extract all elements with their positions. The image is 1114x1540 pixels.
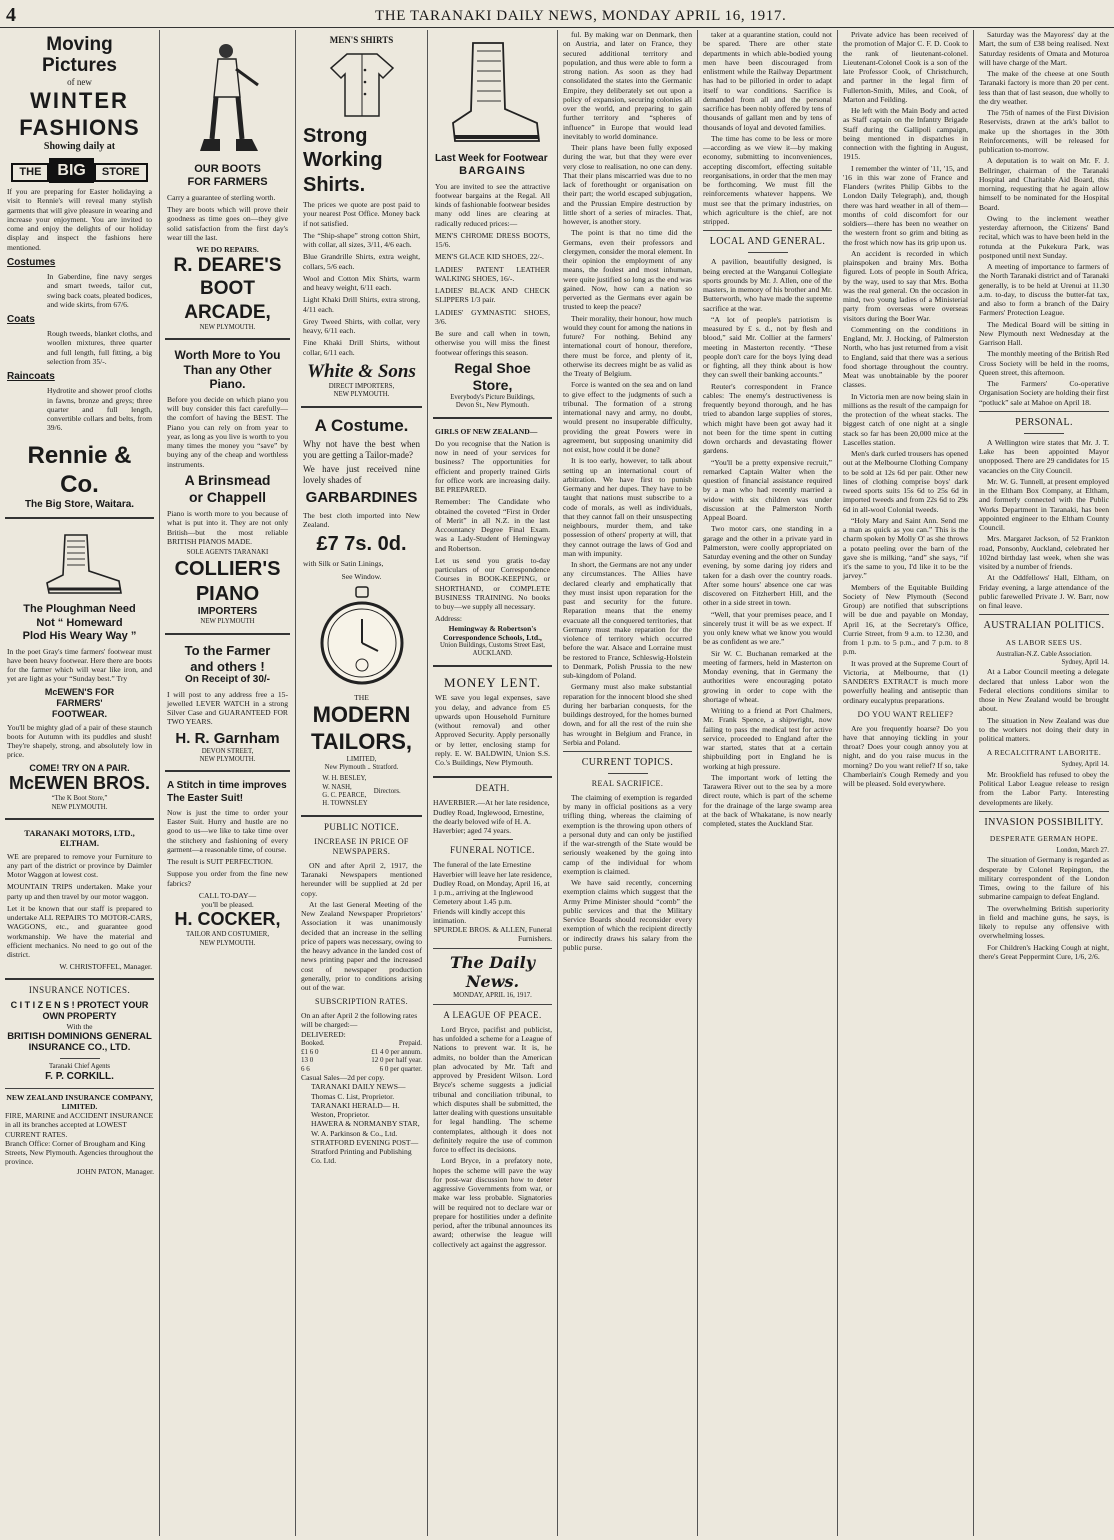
divider (5, 1088, 154, 1089)
article-paragraph: Lord Bryce, pacifist and publicist, has unfolded a scheme for a League of Nations to prevent war. It is, he admits, no bolder than the American plan advocated by Mr. Taft and approved by President Wilson. Lord Bryce's scheme suggests a judicial tribunal and conciliation tribunal, to which disputes shall be submitted, the latter dealing with questions unsuitable for legal handling. The scheme contemplates, although it does not definitely require the use of common force to effect its decisions. (433, 1024, 552, 1155)
news-item: Owing to the inclement weather yesterday afternoon, the Citizens' Band recital, which was to have been held in the rotunda at the Pukekura Park, was postponed until next Sunday. (979, 213, 1109, 260)
ad-brand: Regal Shoe Store, (454, 359, 531, 393)
ad-heading: Strong (303, 124, 368, 147)
ad-body: with Silk or Satin Linings, (303, 559, 384, 569)
ad-body: They are boots which will prove their goodness as time goes on—they give solid satisfaction from the first day's wear till the last. (167, 205, 288, 242)
newspaper-listing: STRATFORD EVENING POST— Stratford Printing and Publishing Co. Ltd. (311, 1137, 419, 1166)
ad-item: MEN'S CHROME DRESS BOOTS, 15/6. (435, 230, 550, 250)
divider (60, 1058, 100, 1059)
divider (703, 230, 832, 231)
divider (563, 751, 692, 752)
ad-item: Wool and Cotton Mix Shirts, warm and heavy weight, 6/11 each. (303, 273, 420, 293)
news-item: Mrs. Margaret Jackson, of 52 Frankton road, Ponsonby, Auckland, celebrated her 102nd birthday last week, when she was visited by a number of friends. (979, 534, 1109, 572)
rate-value: 6 6 (301, 1064, 310, 1073)
news-item: The 75th of names of the First Division Reservists, drawn at the ark's ballot to make up the shortages in the 30th Reinforcements, will be released for publication to-morrow. (979, 108, 1109, 154)
news-item: An accident is recorded in which plainspoken and brainy Mrs. Botha figured. Lots of people in South Africa, by the way, used to say that Mrs. Botha was the real general. On the occasion in mind, two young ladies of a Ministerial party from overseas were overseas visitors during the Boer War. (843, 248, 968, 323)
divider (1024, 433, 1064, 434)
ad-item: MEN'S GLACE KID SHOES, 22/-. (435, 252, 544, 262)
ad-heading: NEW ZEALAND INSURANCE COMPANY, LIMITED. (6, 1092, 153, 1111)
news-item: “You'll be a pretty expensive recruit,” remarked Captain Walter when the question of financial assistance required by a man who had recently married a widow with six children was under discussion at the Palmerston North Appeal Board. (703, 457, 832, 523)
ad-body: If you are preparing for Easter holidaying a visit to Rennie's will reveal many stylish garments that will give pleasure in wearing and increase your enjoyment. You are invited to come and enjoy the delights of our holiday display and inspect the fashions here mentioned. (7, 187, 152, 252)
ad-heading: A Stitch in time improves (167, 780, 287, 792)
ad-body: Why not have the best when you are getting a Tailor-made? (303, 439, 420, 461)
ad-subheading: LIMITED, (346, 755, 377, 763)
rates-col: Prepaid. (398, 1038, 422, 1047)
ad-body: Do you recognise that the Nation is now in need of your services for business? The opportunities for efficient and properly trained Girls for office work are increasing daily. BE PREPARED. (435, 438, 550, 495)
ad-subheading: Union Buildings, Customs Street East, AUCKLAND. (440, 642, 545, 658)
ad-brand: McEWEN BROS. (8, 773, 150, 794)
article-paragraph: The point is that no time did the Germans, even their professors and clergymen, consider the moral element. In their opinion the employment of any means, the foulest and most inhuman, were quite justified so long as the end was gained. Now, how can a nation so perverted as the Germans ever again be trusted to keep the peace? (563, 228, 692, 312)
ad-heading: A Brinsmead (184, 471, 271, 488)
ad-heading: Not “ Homeward (36, 616, 123, 629)
notice-body: The funeral of the late Ernestine Haverbier will leave her late residence, Dudley Road, on Monday, April 16, at 1 p.m., arriving at the Inglewood Cemetery about 1.45 p.m. (433, 860, 552, 907)
ad-brand: TAILORS, (310, 729, 413, 754)
notice-body: Friends will kindly accept this intimation. (433, 906, 525, 925)
column-7 (838, 30, 974, 1536)
ad-item: Light Khaki Drill Shirts, extra strong, 4/11 each. (303, 295, 420, 314)
article-paragraph: Force is wanted on the sea and on land to give effect to the judgments of such a tribunal. The formation of a strong international navy and army, no doubt, would present no insuperable difficulty, providing the great Powers were in agreement, but supposing unanimity did not exist, how could it be done? (563, 380, 692, 454)
boot-illustration (443, 39, 543, 149)
newspaper-title: THE TARANAKI DAILY NEWS, MONDAY APRIL 16, 1917. (375, 8, 787, 24)
label-part: THE (11, 163, 49, 182)
ad-call-to-action: COME! TRY ON A PAIR. (29, 762, 130, 773)
notice-signature: SPURDLE BROS. & ALLEN, Funeral Furnishers. (433, 925, 552, 944)
director-name: W. H. BESLEY, (322, 775, 367, 783)
ad-body: The result is SUIT PERFECTION. (167, 857, 273, 867)
ad-body: Hydrotite and shower proof cloths in fawns, bronze and greys; three quarter and full length, convertible collars and belts, from 39/6. (47, 386, 152, 433)
death-notice (433, 783, 552, 840)
ad-brand: Rennie & Co. (27, 441, 132, 498)
news-item: The important work of letting the Tarawera River out to the sea by a more direct route, which is part of the scheme for the drainage of the large swamp area at the back of Whakatane, is now nearly completed, states the Auckland Star. (703, 772, 832, 829)
article-paragraph: We have said recently, concerning exemption claims which suggest that the Army Prime Minister should “comb” the public services and that the Military Service Boards should reconsider every exemption of which the recipient directly or indirectly draws his salary from the public purse. (563, 878, 692, 952)
ad-body: Suppose you order from the fine new fabrics? (167, 869, 288, 888)
rates-row (301, 1065, 422, 1074)
ad-brand: White & Sons (307, 360, 416, 382)
ad-body: Carry a guarantee of sterling worth. (167, 192, 276, 202)
ad-brand: R. DEARE'S (173, 255, 282, 277)
ad-body: Address: (435, 614, 462, 624)
article-headline: DESPERATE GERMAN HOPE. (989, 833, 1099, 843)
ad-heading: GIRLS OF NEW ZEALAND— (435, 426, 538, 436)
shirt-illustration (327, 50, 397, 120)
ad-brand: Hemingway & Robertson's Correspondence Schools, Ltd., (443, 623, 542, 642)
article-paragraph: The claiming of exemption is regarded by many in official positions as a very trifling thing, whereas the claiming of exemption is the throwing upon others of a personal duty and can only be justified if the war-strength of the State would be seriously weakened by the going into camp of the individual for whom exemption is claimed. (563, 792, 692, 876)
public-notice (301, 822, 422, 1166)
ad-brand: THE (354, 692, 369, 702)
divider (433, 948, 552, 949)
directors-list (303, 775, 420, 808)
news-item: A Wellington wire states that Mr. J. T. Lake has been appointed Mayor unopposed. There are 29 candidates for 15 vacancies on the City Council. (979, 437, 1109, 475)
column-3 (296, 30, 428, 1536)
news-item: Mr. W. G. Tunnell, at present employed in the Eltham Box Company, at Eltham, and formerly connected with the Public Works Department in Taranaki, has been appointed engineer to the Eltham County Council. (979, 476, 1109, 533)
article-paragraph: In short, the Germans are not any under any circumstances. The Allies have declared clearly and emphatically that they must insist upon reparation for the past and security for the future. Reparation means that the enemy evacuate all the conquered territories, that Germany must make reparation for the violence of territory which occurred before the war. Alsace and Lorraine must be restored to France, Schleswig-Holstein to Denmark, Polish Prussia to the new sub-kingdom of Poland. (563, 560, 692, 680)
rates-row (301, 1056, 422, 1065)
ad-body: You'll be mighty glad of a pair of these staunch boots for Autumn with its puddles and slush! They're shapely, strong, and absolutely low in price. (7, 722, 152, 760)
masthead (0, 0, 1114, 28)
mcewen-ad (5, 522, 154, 820)
ad-item: Fine Khaki Drill Shirts, without collar, 6/11 each. (303, 338, 420, 357)
section-heading: PERSONAL. (1015, 416, 1073, 428)
news-item: It was proved at the Supreme Court of Victoria, at Melbourne, that (1) SANDER'S EXTRACT is much more powerfully healing and antiseptic than ordinary eucalyptus preparations. (843, 658, 968, 705)
ad-heading: C I T I Z E N S ! PROTECT YOUR OWN PROPERTY (10, 999, 149, 1021)
column-4 (428, 30, 558, 1536)
section-heading: INSURANCE NOTICES. (28, 984, 131, 995)
section-heading: CURRENT TOPICS. (581, 757, 674, 768)
ad-brand: F. P. CORKILL. (45, 1071, 114, 1083)
rate-value: 13 0 (301, 1056, 314, 1065)
ad-body: Remember: The Candidate who obtained the coveted “First in Order of Merit” in all N.Z. in the last Accountancy Degree Final Exam. was a Lady-Student of Hemingway and Robertson. (435, 497, 550, 553)
ad-heading: Plod His Weary Way ” (22, 630, 137, 643)
ad-body: See Window. (341, 571, 382, 581)
ad-heading: MONEY LENT. (444, 674, 541, 690)
ad-body: WE are prepared to remove your Furniture to any part of the district or province by Daimler Motor Waggon at lowest cost. (7, 851, 152, 880)
garnham-watch-ad (165, 638, 290, 773)
notice-body: At the last General Meeting of the New Zealand Newspaper Proprietors' Association it was unanimously decided that an increase in the selling price of papers was necessary, owing to the heavy advance in the landed cost of news printing paper and the increased cost of newspaper production generally, prior to conditions arising out of the war. (301, 899, 422, 993)
funeral-notice (433, 845, 552, 948)
article-paragraph: Germany must also make substantial reparation for the innocent blood she shed during her barbarian conquests, for the buildings destroyed, for the homes burned down, and for all the rest of the ruin she has wrought in Belgium and France, in Serbia and Poland. (563, 682, 692, 747)
notice-body: Casual Sales—2d per copy. (301, 1073, 385, 1083)
ad-body: In Gaberdine, fine navy serges and smart tweeds, tailor cut, swing back coats, pleated bodices, and wide skirts, from 67/6. (47, 272, 152, 309)
deare-boot-ad (165, 30, 290, 340)
dateline: Sydney, April 14. (1061, 659, 1109, 667)
article-paragraph: The time has come to be less or more—according as we view it—by making economy, submitting to inconveniences, accepting discomfort, effecting suitable reorganisations, in order that the men may be forthcoming. We must fill the reinforcements whatever happens. We must see that the primary industries, on which agriculture is the chief, are not stripped. (703, 133, 832, 226)
divider (473, 839, 513, 840)
ad-brand: H. COCKER, (174, 909, 281, 930)
insurance-notices (5, 985, 154, 1176)
ad-signature: JOHN PATON, Manager. (76, 1166, 154, 1176)
dateline: Sydney, April 14. (1061, 761, 1109, 769)
divider (979, 411, 1109, 412)
news-item: Sir W. C. Buchanan remarked at the meeting of farmers, held in Masterton on Monday evening, that in Germany the authorities were encouraging potato growing in order to cope with the shortage of wheat. (703, 648, 832, 704)
news-item: At the Oddfellows' Hall, Eltham, on Friday evening, a large attendance of the public farewelled Private J. W. Barr, now on final leave. (979, 573, 1109, 611)
ad-body: Rough tweeds, blanket cloths, and woollen mixtures, three quarter and full length, full fitting, a big selection from 35/-. (47, 329, 152, 366)
article-paragraph: taker at a quarantine station, could not be spared. There are other state departments in which able-bodied young men have been discouraged from enlistment while the Railway Department has had to be pilloried in order to adapt itself to war conditions. Sacrifice is demanded from all and the personal sacrifice has been nobly offered by tens of thousands of gallant men and by tens of thousands of loyal and devoted families. (703, 30, 832, 132)
ad-heading: The Easter Suit! (167, 792, 244, 804)
ad-body: Taranaki Chief Agents (48, 1063, 111, 1071)
divider (608, 773, 648, 774)
news-item: Mr. Brookfield has refused to obey the Political Labor League release to resign from the Labor Party. Interesting developments are likely. (979, 769, 1109, 807)
newspaper-listing: TARANAKI DAILY NEWS— Thomas C. List, Proprietor. (311, 1082, 406, 1101)
taranaki-motors-ad (5, 823, 154, 980)
ad-heading: Working (303, 149, 383, 172)
ad-heading: WINTER (30, 87, 129, 113)
ad-heading: FARMERS' (56, 697, 103, 708)
big-store-ad (5, 30, 154, 519)
article-headline: A LEAGUE OF PEACE. (443, 1009, 542, 1020)
section-heading: Raincoats (7, 371, 55, 383)
ad-heading: TARANAKI MOTORS, LTD., (24, 828, 135, 838)
ad-body: SOLE AGENTS TARANAKI (186, 549, 269, 557)
divider (433, 1004, 552, 1005)
news-item: Commenting on the conditions in England, Mr. J. Hocking, of Palmerston North, who has just returned from a visit to England, said that there was a serious food shortage throughout the country. Meat was unobtainable by the poorer classes. (843, 324, 968, 390)
ad-subheading: DIRECT IMPORTERS, (328, 383, 395, 391)
news-item: The Farmers' Co-operative Organisation Society are holding their first “potluck” sale at Mahoe on April 18. (979, 379, 1109, 407)
article-paragraph: Lord Bryce, in a prefatory note, hopes the scheme will pave the way for post-war discussion how to deter aggressive Governments from war, or make war less probable. Signatories will be required not to declare war or prepare for hostilities under a definite period, after the tribunal announces its award; otherwise the league will collectively act against the aggressor. (433, 1156, 552, 1249)
section-heading: PUBLIC NOTICE. (323, 821, 400, 832)
money-lent-ad (433, 670, 552, 779)
ad-heading: On Receipt of 30/- (184, 674, 270, 686)
director-name: W. NASH, (322, 783, 352, 791)
ad-body: WE save you legal expenses, save you delay, and advance from £5 upwards upon Household Furniture (without removal) and other Approved Security. Apply personally or by letter, enclosing stamp for reply. E. W. BALDWIN, Union S.S. Co.'s Buildings, New Plymouth. (435, 693, 550, 768)
divider (748, 252, 788, 253)
article-paragraph: Their plans have been fully exposed during the war, but that they were ever very close to realisation, no one can deny. That their plans miscarried was due to no lack of forethought or organisation on their part; the world escaped subjugation, and the Prussian Empire destruction by little short of a series of miracles. That, however, is another story. (563, 143, 692, 226)
article-paragraph: Their morality, their honour, how much would they count for among the nations in future? For nothing. Behind any international court of honour, therefore, there must be force, and plenty of it, otherwise its decrees might be as valid as the Treaty of Belgium. (563, 313, 692, 378)
ad-signature: W. CHRISTOFFEL, Manager. (59, 962, 152, 972)
ad-heading: McEWEN'S FOR (44, 686, 115, 697)
section-heading: INVASION POSSIBILITY. (984, 816, 1104, 828)
news-item: A deputation is to wait on Mr. F. J. Bellringer, chairman of the Taranaki Hospital and Charitable Aid Board, this morning, requesting that he again allow himself to be nominated for the Hospital Board. (979, 156, 1109, 212)
rate-value: 6 0 per quarter. (379, 1064, 422, 1073)
news-item: Reuter's correspondent in France cables: The enemy's destructiveness is frequently beyond thorough, and he has tried to abandon large supplies of stores, which might have been got away had it not been for the time spent in cutting down orchards and devastating flower gardens. (703, 381, 832, 456)
girls-nz-ad (433, 422, 552, 667)
news-item: At a Labor Council meeting a delegate declared that unless Labor won the Federal elections conditions similar to those in New Zealand would be brought about. (979, 667, 1109, 714)
news-item: The monthly meeting of the British Red Cross Society will be held in the rooms, Queen street, this afternoon. (979, 349, 1109, 377)
ad-item: The “Ship-shape” strong cotton Shirt, with collar, all sizes, 3/11, 4/6 each. (303, 230, 420, 250)
editorial (433, 953, 552, 1249)
ad-subheading: TAILOR AND COSTUMIER, (185, 931, 270, 939)
divider (979, 811, 1109, 812)
column-8 (974, 30, 1114, 1536)
ad-subheading: Devon St., New Plymouth. (455, 402, 530, 410)
column-1 (0, 30, 160, 1536)
ad-body: In the poet Gray's time farmers' footwear must have been heavy footwear. Here there are boots for the farmer which will wear like iron, and yet are light as your “Sunday best.” Try (7, 646, 152, 684)
ad-body: Branch Office: Corner of Brougham and King Streets, New Plymouth. Agencies throughout the province. (5, 1138, 154, 1167)
news-item: Two motor cars, one standing in a garage and the other in a private yard in Palmerston, were coolly appropriated on Saturday evening and the other on Sunday evening, by some daring joy riders and taken for a dash over the country roads. After some hours' absence one car was discovered on Fitzherbert Hill, and the other in a side street in town. (703, 524, 832, 608)
boot-illustration (35, 531, 125, 599)
collier-piano-ad (165, 343, 290, 635)
ad-brand: ARCADE, (184, 301, 271, 323)
news-item: In Victoria men are now being slain in millions as the result of the campaign for the protection of the wheat stacks. The biggest catch of one night at a single stack so far has been 20,000 mice at the Lascelles station. (843, 391, 968, 447)
news-item: “Holy Mary and Saint Ann. Send me a man as quick as you can.” This is the charm spoken by Molly O' as she throws a potato peeling over the barn of the gave she is milking, “and” she says, “if it's the same to you, I'd like it to be the jarvey.” (843, 515, 968, 581)
ad-heading: Than any Other Piano. (183, 362, 272, 392)
rate-value: 12 0 per half year. (371, 1056, 422, 1065)
ad-heading: Last Week for Footwear (435, 153, 548, 164)
director-name: G. C. PEARCE, (322, 791, 367, 799)
ad-subheading: Everybody's Picture Buildings, (450, 394, 535, 401)
ad-subheading: “The K Boot Store,” (51, 795, 108, 803)
news-item: Are you frequently hoarse? Do you have that annoying tickling in your throat? Does your cough annoy you at night, and do you raise mucus in the morning? Do you want relief? If so, take Chamberlain's Cough Remedy and you will be pleased. Sold everywhere. (843, 723, 968, 788)
ad-heading: FOR FARMERS (187, 176, 268, 189)
big-store-label (7, 158, 152, 184)
ad-body: Let us send you gratis to-day particulars of our Correspondence Courses in BOOK-KEEPING, or SHORTHAND, or COMPLETE BUSINESS TRAINING. No books to buy—we supply all necessary. (435, 555, 550, 612)
news-item: The make of the cheese at one South Taranaki factory is more than 20 per cent. less than that of last season, due wholly to the dry weather. (979, 69, 1109, 106)
rates-row (301, 1048, 422, 1057)
article-headline: REAL SACRIFICE. (591, 779, 664, 789)
section-heading: FUNERAL NOTICE. (450, 845, 535, 856)
news-item: The situation of Germany is regarded as desperate by Colonel Repington, the military correspondent of the London Times, owing to the failure of his submarine campaign to defeat England. (979, 855, 1109, 902)
ad-body: Before you decide on which piano you will buy consider this fact carefully—the comfort of having the BEST. The Piano you can rely on from year to year, as long as you live is worth to you many times the money you “save” by buying any of the cheap and worthless instruments. (167, 394, 288, 469)
ad-heading: and others ! (190, 658, 265, 674)
ad-heading: Shirts. (303, 173, 366, 196)
section-heading: DEATH. (475, 783, 510, 794)
notice-body: HAVERBIER.—At her late residence, Dudley Road, Inglewood, Ernestine, the dearly beloved wife of H. A. Haverbier; aged 74 years. (433, 798, 550, 836)
rate-value: £1 6 0 (301, 1047, 319, 1056)
ad-price: £7 7s. 0d. (316, 533, 407, 556)
news-item: The situation in New Zealand was due to the workers not doing their duty in political matters. (979, 715, 1109, 744)
ad-body: We have just received nine lovely shades of (303, 464, 420, 486)
news-item: I remember the winter of '11, '15, and '16 in this war zone of France and Flanders (writes Philip Gibbs to the London Daily Telegraph), and, though there was hard weather in all of them—months of cold discomfort for our soldiers—there has been no weather on the western front so grim and biting as the frost which now has its grip upon us. (843, 163, 968, 247)
ad-heading: FASHIONS (19, 114, 140, 140)
section-heading: SUBSCRIPTION RATES. (315, 997, 408, 1007)
divider (979, 614, 1109, 615)
news-item: Saturday was the Mayoress' day at the Mart, the sum of £38 being realised. Next Saturday residents of Omata and Moturoa will have charge of the Mart. (979, 30, 1109, 67)
ad-subheading: of new (67, 76, 92, 87)
ad-brand: COLLIER'S (174, 558, 281, 581)
ad-subheading: IMPORTERS (197, 606, 258, 618)
ad-body: Let it be known that our staff is prepared to undertake ALL REPAIRS TO MOTOR-CARS, WAGGONS, etc., and guarantee good workmanship. We have the material and efficient mechanics. No need to go out of the district. (7, 903, 152, 960)
ad-heading: The Ploughman Need (23, 603, 136, 616)
rates-heading: DELIVERED: (301, 1029, 346, 1039)
editorial-masthead: The Daily News. (450, 952, 535, 992)
ad-heading: Moving Pictures (42, 34, 117, 76)
news-item: Members of the Equitable Building Society of New Plymouth (Second Group) are notified that subscriptions will be due and payable on Monday, April 16, at the Secretary's Office, Currie Street, from 9 a.m. to 12.30, and from 1 p.m. to 5 p.m., and 7 p.m. to 8 p.m. (843, 582, 968, 657)
ad-subheading: NEW PLYMOUTH. (51, 803, 108, 811)
news-item: Private advice has been received of the promotion of Major C. F. D. Cook to the rank of lieutenant-colonel. Lieutenant-Colonel Cook is a son of the late Professor Cook, of Christchurch, and partner in the legal firm of Fullerton-Smith, Miles, and Cook, of Marton and Feilding. (843, 30, 968, 104)
ad-item: LADIES' PATENT LEATHER WALKING SHOES, 16/-. (435, 264, 550, 283)
news-item: A pavilion, beautifully designed, is being erected at the Wanganui Collegiate sports grounds by Mr. J. Allen, one of the masters, in memory of his brother and Mr. Butterworth, who have made the supreme sacrifice at the war. (703, 257, 832, 313)
news-item: Writing to a friend at Port Chalmers, Mr. Frank Spence, a shipwright, now failing to pass the medical test for active service, proceeded to England after the war started, states that at a certain shipbuilding port in England he is working at high pressure. (703, 706, 832, 771)
dateline: Australian-N.Z. Cable Association. (996, 650, 1092, 658)
label-part: STORE (94, 163, 148, 182)
ad-heading: A Costume. (314, 415, 409, 435)
ad-body: Piano is worth more to you because of what is put into it. They are not only British—but the most reliable BRITISH PIANOS MADE. (167, 509, 288, 546)
label-part: BIG (49, 158, 93, 184)
ad-body: Be sure and call when in town, otherwise you will miss the finest footwear offerings this season. (435, 329, 550, 357)
rate-value: £1 4 0 per annum. (371, 1047, 422, 1056)
newspaper-listing: HAWERA & NORMANBY STAR, W. A. Parkinson & Co., Ltd. (311, 1119, 420, 1138)
news-item: Men's dark curled trousers has opened out at the Melbourne Clothing Company to be sold at 12s 6d per pair. Other new lines of clothing comprise boys' dark tweed sports suits 15s 6d to 25s 6d in imported tweeds and from 22s 6d to 29s 6d in all-wool Colonial tweeds. (843, 449, 968, 514)
white-sons-ad (301, 30, 422, 408)
section-heading: Costumes (7, 256, 56, 268)
section-heading: Coats (7, 314, 35, 326)
ad-brand: BOOT (200, 278, 255, 300)
article-paragraph: It is too early, however, to talk about setting up an international court of arbitration. We have first to punish Germany and her dupes. They have to be taught that nations must subscribe to a code of morals, as well as individuals, that they cannot fall on their unsuspecting neighbours, murder them, and take possession of others' property at will, that they cannot outrage the laws of God and man with impunity. (563, 456, 692, 558)
editorial-date: MONDAY, APRIL 16, 1917. (453, 991, 532, 999)
ad-body: The best cloth imported into New Zealand. (303, 510, 420, 529)
ad-heading: BRITISH DOMINIONS GENERAL INSURANCE CO., LTD. (7, 1030, 152, 1054)
ad-body: you'll be pleased. (201, 900, 254, 910)
news-item: The overwhelming British superiority in field and machine guns, he says, is likely to repulse any offensive with overwhelming losses. (979, 903, 1109, 941)
page-number: 4 (6, 4, 16, 26)
ad-subheading: NEW PLYMOUTH. (199, 323, 256, 331)
ad-brand: H. R. Garnham (175, 729, 280, 747)
ad-body: FIRE, MARINE and ACCIDENT INSURANCE in all its branches accepted at LOWEST CURRENT RATES. (5, 1111, 154, 1139)
ad-label: MEN'S SHIRTS (329, 35, 394, 45)
column-2 (160, 30, 296, 1536)
ad-subheading: NEW PLYMOUTH. (199, 756, 256, 764)
directors-label: Directors. (373, 787, 401, 795)
notice-body: On an after April 2 the following rates will be charged:— (301, 1011, 418, 1030)
news-item: For Children's Hacking Cough at night, there's Great Peppermint Cure, 1/6, 2/6. (979, 942, 1109, 961)
ad-subheading: The Big Store, Waitara. (24, 499, 135, 511)
column-5 (558, 30, 698, 1536)
ad-body: Now is just the time to order your Easter Suit. Hurry and hustle are no good to us—we like to take time over the stitchery and fashioning of every garment—a reasonable time, of course. (167, 807, 288, 854)
ad-body: CALL TO-DAY— (198, 890, 257, 900)
ad-heading: OUR BOOTS (194, 163, 261, 175)
ad-body: The prices we quote are post paid to your nearest Post Office. Money back if not satisfied. (303, 200, 420, 228)
ad-heading: ELTHAM. (59, 838, 100, 849)
ad-subheading: Showing daily at (43, 141, 116, 153)
modern-tailors-ad (301, 411, 422, 817)
director-name: H. TOWNSLEY (322, 800, 368, 808)
ad-body: WE DO REPAIRS. (196, 245, 259, 255)
ad-brand: PIANO (195, 582, 260, 605)
rates-col: Booked. (301, 1038, 325, 1047)
ad-heading: GARBARDINES (305, 489, 418, 507)
ad-item: Grey Tweed Shirts, with collar, very heavy, 6/11 each. (303, 316, 420, 336)
section-heading: LOCAL AND GENERAL. (709, 236, 826, 248)
ad-body: MOUNTAIN TRIPS undertaken. Make your party up and then travel by our motor waggon. (7, 882, 152, 901)
ad-heading: To the Farmer (184, 642, 271, 658)
column-6 (698, 30, 838, 1536)
pocket-watch-illustration (318, 585, 406, 689)
cocker-tailor-ad (165, 775, 290, 953)
ad-subheading: NEW PLYMOUTH. (199, 939, 256, 947)
ad-subheading: NEW PLYMOUTH (200, 618, 255, 626)
news-item: The Medical Board will be sitting in New Plymouth next Wednesday at the Garrison Hall. (979, 319, 1109, 347)
article-headline: DO YOU WANT RELIEF? (857, 709, 954, 719)
article-paragraph: ful. By making war on Denmark, then on Austria, and later on France, they secured additional territory and population, and thus were able to form a strong nation. As soon as they had consolidated the states into the Germanic Empire, they deliberately set out upon a policy of expansion, securing colonies all over the world, and preparing to gain further territory and “spheres of influence” in Europe that would lead inevitably to world dominance. (563, 30, 692, 141)
ad-heading: or Chappell (188, 489, 266, 506)
ad-subheading: DEVON STREET, (201, 747, 254, 755)
ad-body: I will post to any address free a 15-jewelled LEVER WATCH in a strong Silver Case and GUARANTEED FOR TWO YEARS. (167, 689, 288, 727)
ad-body: With the (66, 1021, 93, 1031)
rates-header (301, 1039, 422, 1048)
news-item: “Well, that your premises peace, and I sincerely trust it will be as we expect. If you only knew what we know you would be as confident as we are.” (703, 609, 832, 647)
regal-shoe-ad (433, 30, 552, 419)
ad-heading: BARGAINS (459, 165, 526, 178)
article-headline: A RECALCITRANT LABORITE. (986, 748, 1102, 758)
ad-subheading: New Plymouth .. Stratford. (324, 764, 399, 772)
article-headline: AS LABOR SEES US. (1005, 637, 1083, 647)
ad-item: LADIES' GYMNASTIC SHOES, 3/6. (435, 307, 550, 326)
ad-item: Blue Grandrille Shirts, extra weight, collars, 5/6 each. (303, 252, 420, 271)
dateline: London, March 27. (1056, 847, 1109, 855)
notice-body: ON and after April 2, 1917, the Taranaki Newspapers mentioned hereunder will be supplied at 2d per copy. (301, 860, 422, 898)
ad-item: LADIES' BLACK AND CHECK SLIPPERS 1/3 pair. (435, 286, 550, 305)
section-heading: AUSTRALIAN POLITICS. (983, 620, 1105, 632)
news-item: “A lot of people's patriotism is measured by £ s. d., not by flesh and blood,” said Mr. Collier at the farmers' meeting in Masterton recently. “These people don't care for the boys lying dead or fighting, all they think about is how they can swell their banking accounts.” (703, 314, 832, 380)
newspaper-listing: TARANAKI HERALD— H. Weston, Proprietor. (311, 1100, 400, 1120)
ad-subheading: NEW PLYMOUTH. (333, 391, 390, 399)
ad-body: You are invited to see the attractive footwear bargains at the Regal. All kinds of fashionable footwear besides many odd lines are clearing at radically reduced prices:— (435, 181, 550, 228)
ad-heading: FOOTWEAR. (52, 708, 107, 719)
section-heading: INCREASE IN PRICE OF NEWSPAPERS. (314, 837, 409, 857)
news-item: He left with the Main Body and acted as Staff captain on the Infantry Brigade Staff during the Gallipoli campaign, being mentioned in dispatches in connection with the fighting in August, 1915. (843, 106, 968, 162)
news-item: A meeting of importance to farmers of the North Taranaki district and of Taranaki generally, is to be held at Urenui at 11.30 a.m. to-day, to discuss the butter-fat tax, and also to form a branch of the Dairy Farmers' Protection League. (979, 262, 1109, 318)
ad-brand: MODERN (312, 702, 411, 728)
ad-heading: Worth More to You (174, 348, 281, 363)
farmer-illustration (178, 39, 278, 159)
